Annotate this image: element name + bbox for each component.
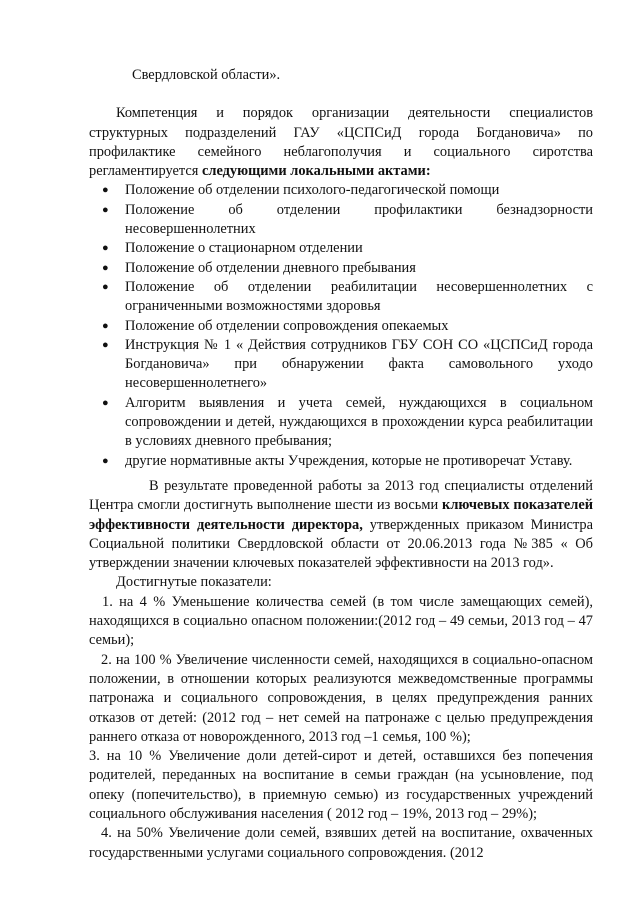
- document-page: [89, 66, 593, 863]
- list-item: ● Инструкция № 1 « Действия сотрудников ГБУ СОН СО «ЦСПСиД города Богдановича» при обнаружении факта самовольного уходо несовершеннолетнего»: [102, 336, 593, 392]
- bullet-icon: ●: [102, 454, 109, 467]
- bullet-icon: ●: [102, 261, 109, 274]
- indicator-item: 3. на 10 % Увеличение доли детей-сирот и детей, оставшихся без попечения родителей, переданных на воспитание в семьи граждан (на усыновление, под опеку (попечительство), в приемную семью) из государственных учреждений социального обслуживания населения ( 2012 год – 19%, 2013 год – 29%);: [89, 748, 593, 822]
- competence-paragraph: [89, 104, 593, 181]
- bullet-icon: ●: [102, 396, 109, 409]
- list-item: ● Положение об отделении сопровождения опекаемых: [125, 317, 593, 336]
- result-bold: ключевых показателей эффективности деятельности директора,: [89, 497, 593, 533]
- competence-bold: следующими локальными актами:: [201, 163, 431, 180]
- list-item: ● Положение об отделении профилактики безнадзорности несовершеннолетних: [102, 201, 593, 238]
- bullet-icon: ●: [102, 319, 109, 332]
- bullet-icon: ●: [102, 184, 109, 197]
- result-paragraph: В результате проведенной работы за 2013 год специалисты отделений Центра смогли достигнуть выполнение шести из восьми ключевых показателей эффективности деятельности директора, утвержденных приказом Министра Социальной политики Свердловской области от 20.06.2013 года №385 « Об утверждении значении ключевых показателей эффективности на 2013 год».: [89, 477, 593, 572]
- indicator-item: 4. на 50% Увеличение доли семей, взявших детей на воспитание, охваченных государственными услугами социального сопровождения. (2012: [89, 825, 593, 861]
- competence-text: Компетенция и порядок организации деятельности специалистов структурных подразделений ГАУ «ЦСПСиД города Богдановича» по профилактике семейного неблагополучия и социального сиротства регламентируется: [89, 105, 593, 180]
- indicator-item: 2. на 100 % Увеличение численности семей, находящихся в социально-опасном положении, в отношении которых реализуются межведомственные программы патронажа и социального сопровождения, в целях предупреждения ранних отказов от детей: (2012 год – нет семей на патронаже с целью предупреждения раннего отказа от новорожденного, 2013 год –1 семья, 100 %);: [89, 651, 593, 745]
- list-item: ● Положение об отделении психолого-педагогической помощи: [125, 181, 593, 200]
- achieved-heading: Достигнутые показатели:: [116, 574, 272, 591]
- bullet-icon: ●: [102, 280, 109, 293]
- intro-tail: Свердловской области».: [132, 67, 281, 83]
- spacer: [89, 85, 593, 104]
- list-item: ● Положение об отделении дневного пребывания: [125, 259, 593, 278]
- list-item: ● Алгоритм выявления и учета семей, нуждающихся в социальном сопровождении и детей, нуждающихся в прохождении курса реабилитации в условиях дневного пребывания;: [102, 394, 593, 450]
- list-item: ● Положение о стационарном отделении: [125, 239, 593, 258]
- acts-list: [89, 181, 593, 470]
- list-item: ● другие нормативные акты Учреждения, которые не противоречат Уставу.: [125, 452, 593, 471]
- bullet-icon: ●: [102, 338, 109, 351]
- indicator-item: 1. на 4 % Уменьшение количества семей (в том числе замещающих семей), находящихся в социально опасном положении:(2012 год – 49 семьи, 2013 год – 47 семьи);: [89, 593, 593, 649]
- bullet-icon: ●: [102, 242, 109, 255]
- bullet-icon: ●: [102, 203, 109, 216]
- list-item: ● Положение об отделении реабилитации несовершеннолетних с ограниченными возможностями здоровья: [102, 278, 593, 315]
